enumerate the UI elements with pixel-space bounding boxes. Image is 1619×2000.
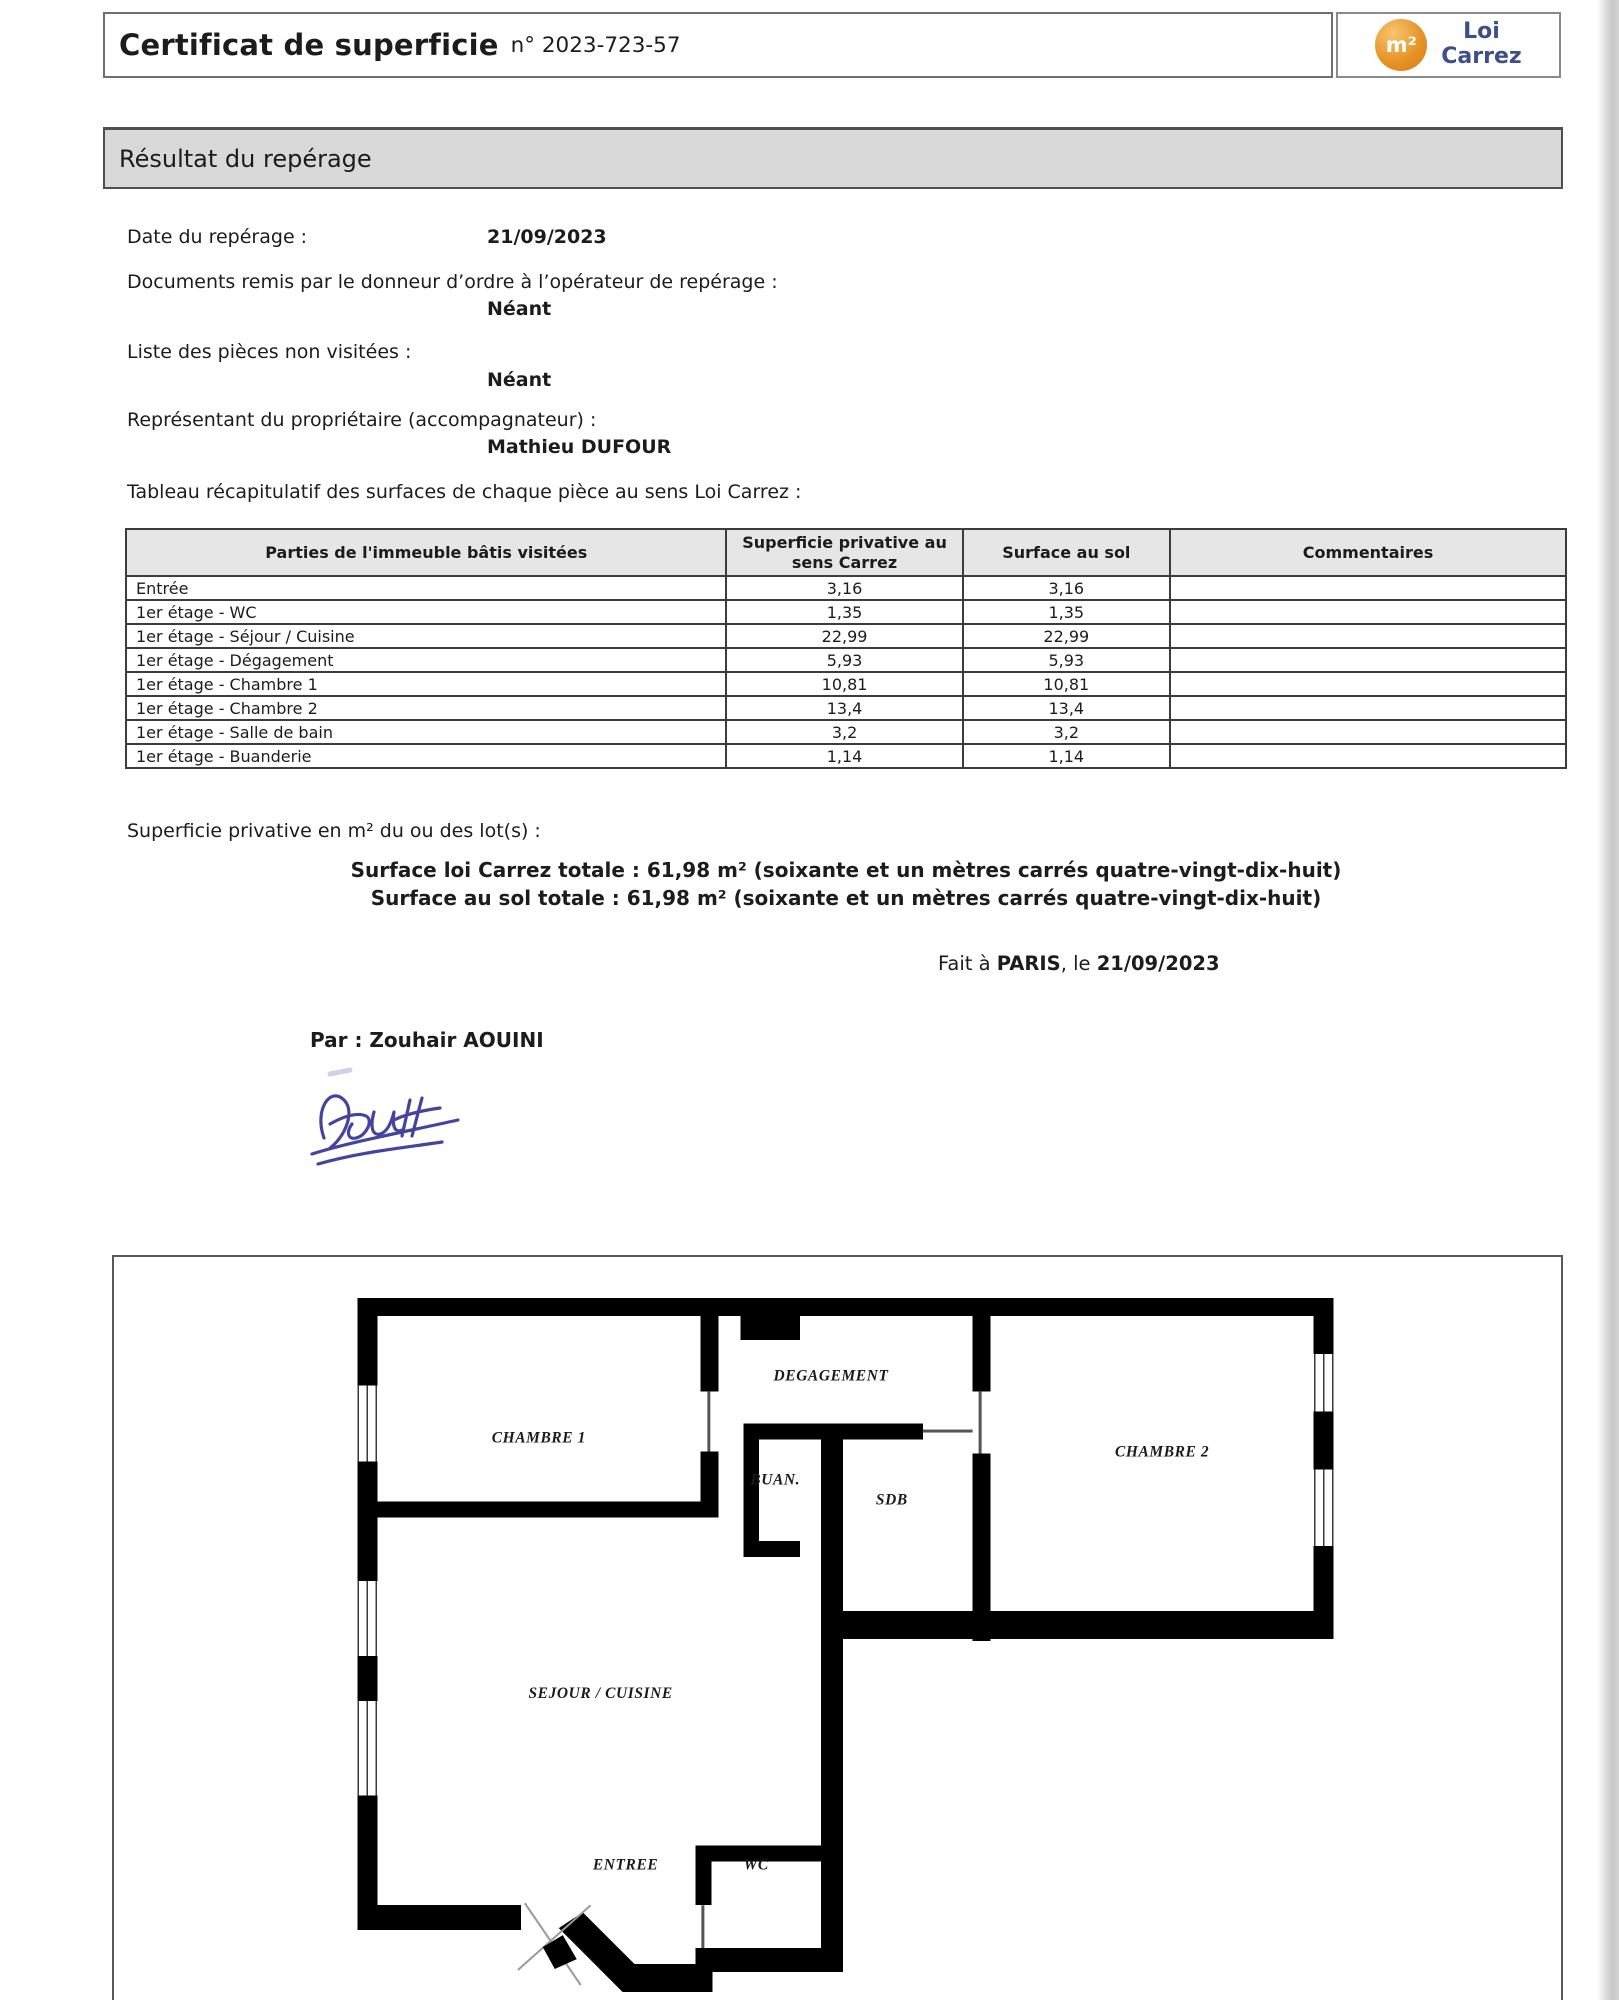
made-at-date: 21/09/2023 (1096, 952, 1220, 975)
m2-icon-label: m² (1385, 33, 1417, 57)
room-cell: 1er étage - Séjour / Cuisine (126, 624, 726, 648)
city: PARIS (996, 952, 1061, 975)
floor-cell: 1,35 (963, 600, 1170, 624)
author-line: Par : Zouhair AOUINI (310, 1028, 544, 1052)
signature-stroke (312, 1096, 458, 1164)
room-cell: 1er étage - Chambre 2 (126, 696, 726, 720)
floor-plan-frame (112, 1255, 1563, 2000)
document-title: Certificat de superficie (119, 28, 499, 62)
carrez-cell: 5,93 (726, 648, 962, 672)
carrez-cell: 3,2 (726, 720, 962, 744)
room-label-sejour: SEJOUR / CUISINE (528, 1684, 673, 1702)
header-carrez: Superficie privative au sens Carrez (726, 529, 962, 576)
page-scan-edge (1597, 0, 1619, 2000)
comment-cell (1170, 672, 1566, 696)
signature-faint-mark (330, 1070, 350, 1074)
table-row (126, 600, 1566, 624)
certificate-number: n° 2023-723-57 (510, 32, 681, 58)
room-label-wc: WC (743, 1856, 769, 1874)
made-at-prefix: Fait à (938, 952, 997, 975)
documents-value: Néant (487, 298, 552, 320)
comment-cell (1170, 720, 1566, 744)
carrez-cell: 1,35 (726, 600, 962, 624)
loi-carrez-logo (1336, 12, 1561, 78)
table-row (126, 576, 1566, 600)
pieces-non-visitees-value: Néant (487, 369, 552, 391)
totals-intro: Superficie privative en m² du ou des lot(s) : (127, 820, 541, 842)
table-header-row (126, 529, 1566, 576)
comment-cell (1170, 696, 1566, 720)
signature (300, 1058, 495, 1183)
representant-value: Mathieu DUFOUR (487, 436, 672, 458)
room-cell: Entrée (126, 576, 726, 600)
table-row (126, 696, 1566, 720)
section-title: Résultat du repérage (119, 144, 372, 173)
room-cell: 1er étage - WC (126, 600, 726, 624)
room-label-degagement: DEGAGEMENT (773, 1367, 889, 1385)
room-label-buan: BUAN. (750, 1471, 801, 1489)
room-cell: 1er étage - Dégagement (126, 648, 726, 672)
date-label: Date du repérage : (127, 226, 308, 248)
pieces-non-visitees-label: Liste des pièces non visitées : (127, 341, 412, 363)
comment-cell (1170, 600, 1566, 624)
made-at-separator: , le (1060, 952, 1097, 975)
carrez-cell: 10,81 (726, 672, 962, 696)
floor-cell: 3,16 (963, 576, 1170, 600)
header-parts: Parties de l'immeuble bâtis visitées (126, 529, 726, 576)
window-glyphs (358, 1354, 1332, 1796)
table-row (126, 672, 1566, 696)
comment-cell (1170, 624, 1566, 648)
carrez-cell: 22,99 (726, 624, 962, 648)
table-row (126, 648, 1566, 672)
representant-label: Représentant du propriétaire (accompagnateur) : (127, 409, 597, 431)
comment-cell (1170, 576, 1566, 600)
room-cell: 1er étage - Buanderie (126, 744, 726, 768)
carrez-cell: 3,16 (726, 576, 962, 600)
floor-plan-svg (114, 1257, 1561, 2000)
documents-label: Documents remis par le donneur d’ordre à l’opérateur de repérage : (127, 271, 778, 293)
comment-cell (1170, 648, 1566, 672)
floor-cell: 3,2 (963, 720, 1170, 744)
table-row (126, 744, 1566, 768)
table-row (126, 624, 1566, 648)
logo-line-2: Carrez (1441, 44, 1522, 69)
logo-text (1441, 20, 1521, 69)
table-intro: Tableau récapitulatif des surfaces de chaque pièce au sens Loi Carrez : (127, 481, 802, 503)
floor-cell: 5,93 (963, 648, 1170, 672)
date-value: 21/09/2023 (487, 226, 607, 248)
header-floor: Surface au sol (963, 529, 1170, 576)
title-bar (103, 12, 1333, 78)
header-comments: Commentaires (1170, 529, 1566, 576)
made-at-line (938, 952, 1220, 975)
logo-line-1: Loi (1463, 19, 1500, 45)
room-label-chambre1: CHAMBRE 1 (491, 1429, 586, 1447)
room-label-sdb: SDB (875, 1491, 908, 1509)
m2-icon (1375, 19, 1427, 71)
floor-cell: 13,4 (963, 696, 1170, 720)
table-row (126, 720, 1566, 744)
floor-plan-walls (357, 1298, 1333, 1992)
floor-cell: 22,99 (963, 624, 1170, 648)
carrez-cell: 13,4 (726, 696, 962, 720)
carrez-total-line: Surface loi Carrez totale : 61,98 m² (soixante et un mètres carrés quatre-vingt-dix-huit) (350, 858, 1342, 882)
floor-cell: 10,81 (963, 672, 1170, 696)
section-header (103, 127, 1563, 189)
room-label-chambre2: CHAMBRE 2 (1115, 1443, 1210, 1461)
carrez-cell: 1,14 (726, 744, 962, 768)
surface-table (125, 528, 1567, 769)
comment-cell (1170, 744, 1566, 768)
room-label-entree: ENTREE (592, 1856, 659, 1874)
room-cell: 1er étage - Salle de bain (126, 720, 726, 744)
floor-cell: 1,14 (963, 744, 1170, 768)
room-cell: 1er étage - Chambre 1 (126, 672, 726, 696)
floor-total-line: Surface au sol totale : 61,98 m² (soixante et un mètres carrés quatre-vingt-dix-huit) (370, 886, 1322, 910)
